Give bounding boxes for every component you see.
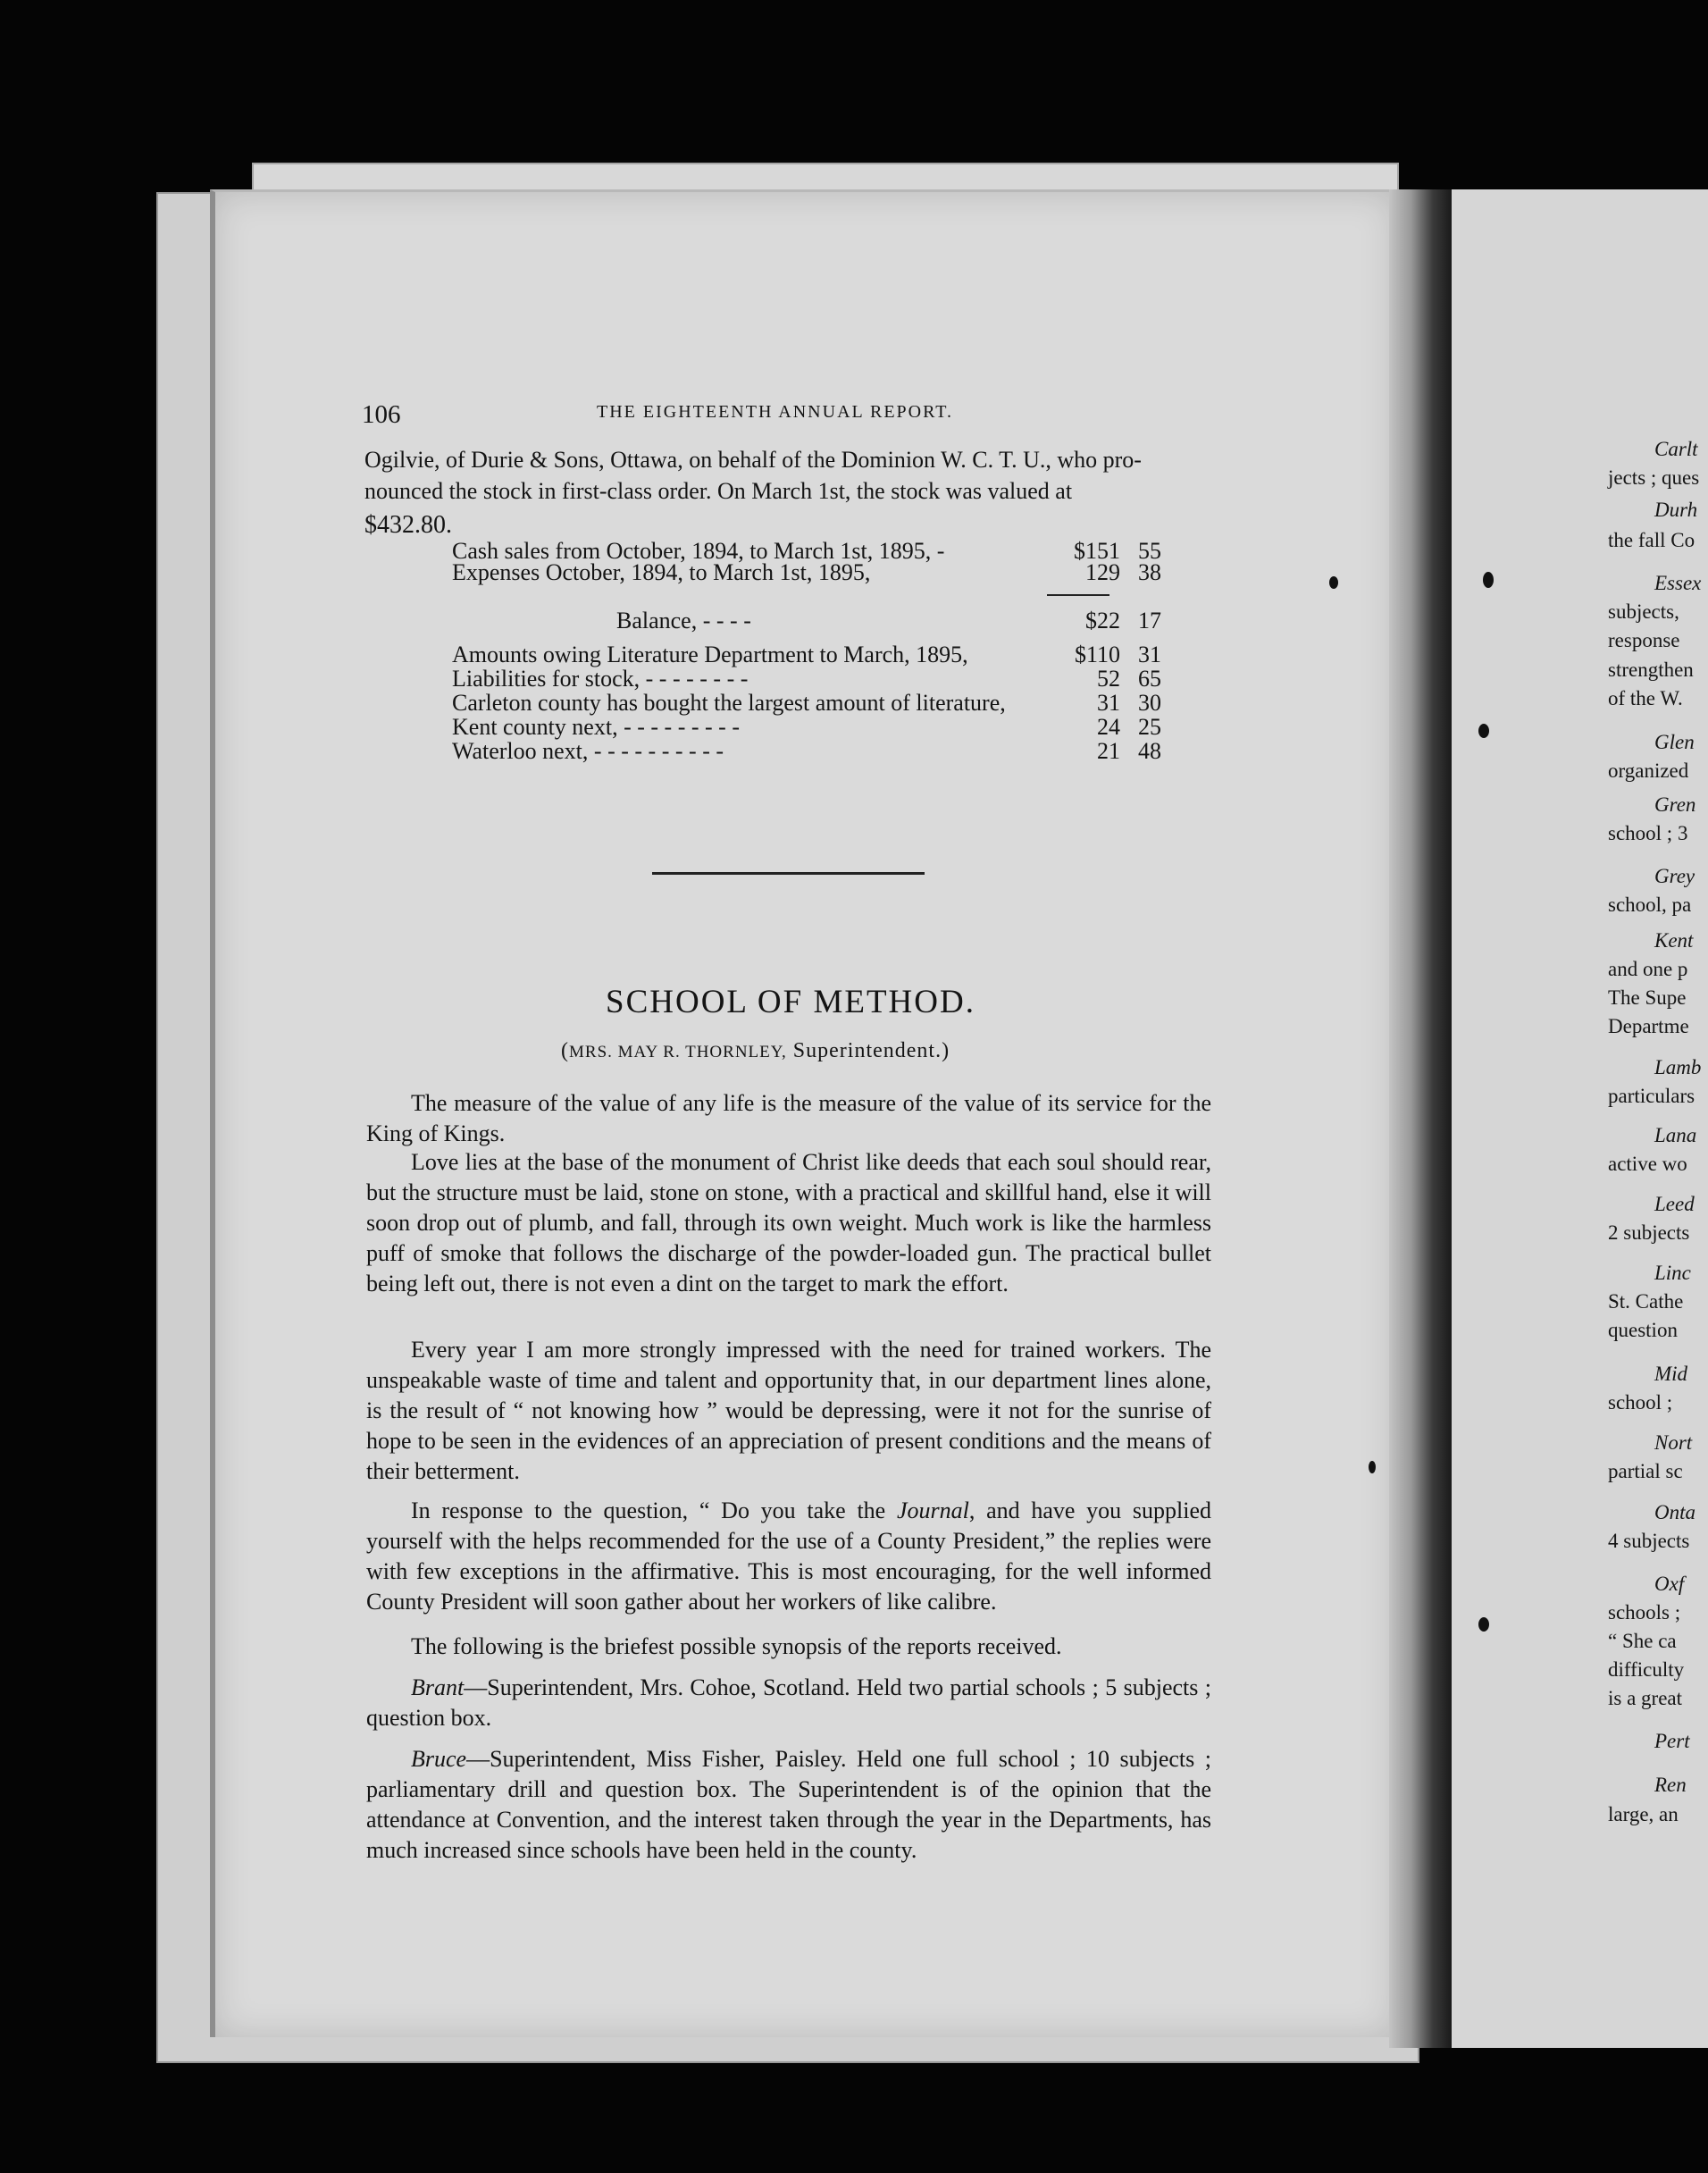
- para4-after: , and have you supplied yourself with the helps recommended for the use of a County President,” the replies were with few exceptions in the affirmative. This is most encouraging, for the well informed County President will soon gather about her workers of like calibre.: [366, 1498, 1212, 1615]
- facing-page-line: Durh: [1654, 499, 1698, 521]
- ink-blot: [1478, 724, 1489, 738]
- section-title: SCHOOL OF METHOD.: [606, 984, 975, 1020]
- facing-page-line: subjects,: [1608, 600, 1679, 623]
- finance-label: Cash sales from October, 1894, to March 1st, 1895,: [452, 538, 932, 564]
- ink-blot: [1483, 572, 1494, 588]
- county-report-text: —Superintendent, Mrs. Cohoe, Scotland. Held two partial schools ; 5 subjects ; question box.: [366, 1674, 1211, 1731]
- facing-page-line: difficulty: [1608, 1658, 1685, 1681]
- facing-page-line: Oxf: [1654, 1573, 1685, 1595]
- facing-page-line: Glen: [1654, 731, 1695, 753]
- finance-dollars: $110: [1074, 642, 1120, 667]
- facing-page-line: active wo: [1608, 1153, 1687, 1175]
- county-name: Bruce: [411, 1746, 467, 1772]
- finance-cents: 55: [1138, 538, 1161, 564]
- facing-page-line: particulars: [1608, 1085, 1695, 1107]
- intro-line-2: nounced the stock in first-class order. On March 1st, the stock was valued at: [364, 478, 1073, 504]
- paragraph: Love lies at the base of the monument of Christ like deeds that each soul should rear, but the structure must be laid, stone on stone, with a practical and skillful hand, else it will soon drop out of plumb, and fall, through its own weight. Much work is like the harmless puff of smoke that follows the discharge of the powder-loaded gun. The practical bullet being left out, there is not even a dint on the target to mark the effort.: [366, 1149, 1211, 1296]
- facing-page-line: school ; 3: [1608, 822, 1688, 844]
- section-divider: [652, 872, 925, 875]
- page-number: 106: [362, 400, 401, 429]
- facing-page-line: question: [1608, 1319, 1678, 1341]
- county-report-text: —Superintendent, Miss Fisher, Paisley. Held one full school ; 10 subjects ; parliamentary drill and question box. The Superintendent is of the opinion that the attendance at Convention, and the interest taken through the year in the Departments, has much increased since schools have been held in the county.: [366, 1746, 1211, 1863]
- paragraph: The measure of the value of any life is the measure of the value of its service for the King of Kings.: [366, 1090, 1211, 1146]
- facing-page-line: Leed: [1654, 1193, 1695, 1215]
- finance-label: Liabilities for stock,: [452, 666, 640, 692]
- finance-dollars: 24: [1097, 714, 1120, 740]
- facing-page-line: large, an: [1608, 1803, 1679, 1825]
- finance-label: Amounts owing Literature Department to March, 1895,: [452, 642, 968, 667]
- running-title: THE EIGHTEENTH ANNUAL REPORT.: [597, 402, 953, 422]
- facing-page-line: jects ; ques: [1608, 466, 1700, 489]
- facing-page-line: school ;: [1608, 1391, 1673, 1414]
- facing-page-line: school, pa: [1608, 894, 1692, 916]
- facing-page-line: 4 subjects: [1608, 1530, 1690, 1552]
- county-report-bruce: [366, 1744, 1211, 1866]
- facing-page-line: Essex: [1654, 572, 1702, 594]
- finance-label: Expenses October, 1894, to March 1st, 1895,: [452, 559, 871, 585]
- finance-dots: -: [931, 538, 945, 564]
- facing-page-line: schools ;: [1608, 1601, 1681, 1623]
- sum-rule: [1047, 594, 1109, 596]
- finance-dollars: 21: [1097, 738, 1120, 764]
- facing-page-line: Ren: [1654, 1774, 1687, 1796]
- finance-dots: - - - - - - - - -: [617, 714, 741, 740]
- facing-page-line: “ She ca: [1608, 1630, 1677, 1652]
- finance-dollars: $22: [1085, 608, 1120, 633]
- para4-before: In response to the question, “ Do you take the: [411, 1498, 897, 1523]
- facing-page-line: Departme: [1608, 1015, 1689, 1037]
- facing-page-line: response: [1608, 629, 1680, 651]
- facing-page-line: Pert: [1654, 1730, 1690, 1752]
- facing-page-line: and one p: [1608, 958, 1688, 980]
- facing-page-line: Linc: [1654, 1262, 1691, 1284]
- intro-line-1: [364, 447, 1200, 474]
- finance-dots: - - - - - - - -: [640, 666, 749, 692]
- facing-page-line: the fall Co: [1608, 529, 1695, 551]
- county-name: Brant: [411, 1674, 465, 1700]
- county-report-brant: [366, 1673, 1211, 1733]
- facing-page-line: 2 subjects: [1608, 1221, 1690, 1244]
- finance-cents: 17: [1138, 608, 1161, 633]
- superintendent-name: MRS. MAY R. THORNLEY,: [569, 1043, 787, 1061]
- paragraph: The following is the briefest possible synopsis of the reports received.: [411, 1633, 1062, 1659]
- ink-blot: [1369, 1461, 1376, 1473]
- book-gutter: [1389, 189, 1452, 2048]
- facing-page-line: Carlt: [1654, 438, 1698, 460]
- finance-cents: 65: [1138, 666, 1161, 692]
- facing-page-line: is a great: [1608, 1687, 1683, 1709]
- finance-label: Waterloo next,: [452, 738, 589, 764]
- subtitle-role: Superintendent.): [786, 1039, 950, 1062]
- intro-line-1-text: Ogilvie, of Durie & Sons, Ottawa, on behalf of the Dominion W. C. T. U., who pro-: [364, 447, 1142, 473]
- facing-page-line: Mid: [1654, 1363, 1688, 1385]
- finance-cents: 31: [1138, 642, 1161, 667]
- facing-page-line: of the W.: [1608, 687, 1683, 709]
- ink-blot: [1478, 1617, 1489, 1632]
- facing-page-line: partial sc: [1608, 1460, 1683, 1482]
- subtitle-open: (: [561, 1039, 569, 1062]
- facing-page-line: Grey: [1654, 865, 1695, 887]
- facing-page-line: organized: [1608, 759, 1689, 782]
- facing-page-line: Kent: [1654, 929, 1694, 952]
- finance-dots: - - - -: [697, 608, 751, 633]
- facing-page-line: St. Cathe: [1608, 1290, 1684, 1313]
- facing-page-line: Gren: [1654, 793, 1696, 816]
- finance-cents: 30: [1138, 690, 1161, 716]
- finance-label: Carleton county has bought the largest amount of literature,: [452, 690, 1006, 716]
- finance-dollars: 129: [1085, 559, 1120, 585]
- facing-page-line: Lamb: [1654, 1056, 1702, 1078]
- intro-line-3: $432.80.: [364, 511, 452, 539]
- paragraph: Every year I am more strongly impressed with the need for trained workers. The unspeakable waste of time and talent and opportunity that, in our department lines alone, is the result of “ not knowing how ” would be depressing, were it not for the sunrise of hope to be seen in the evidences of an appreciation of present conditions and the means of their betterment.: [366, 1337, 1211, 1484]
- finance-cents: 38: [1138, 559, 1161, 585]
- facing-page-line: Onta: [1654, 1501, 1695, 1523]
- finance-dollars: 52: [1097, 666, 1120, 692]
- finance-label: Kent county next,: [452, 714, 618, 740]
- facing-page-line: Nort: [1654, 1431, 1693, 1454]
- section-subtitle: [561, 1039, 950, 1063]
- paragraph-journal: [366, 1496, 1211, 1617]
- finance-cents: 25: [1138, 714, 1161, 740]
- finance-dots: - - - - - - - - - -: [588, 738, 724, 764]
- facing-page-line: Lana: [1654, 1124, 1697, 1146]
- journal-title: Journal: [896, 1498, 969, 1523]
- finance-dollars: $151: [1074, 538, 1120, 564]
- facing-page-line: The Supe: [1608, 986, 1687, 1009]
- finance-cents: 48: [1138, 738, 1161, 764]
- finance-dollars: 31: [1097, 690, 1120, 716]
- facing-page-line: strengthen: [1608, 659, 1694, 681]
- finance-label: Balance,: [616, 608, 698, 633]
- ink-blot: [1329, 576, 1338, 589]
